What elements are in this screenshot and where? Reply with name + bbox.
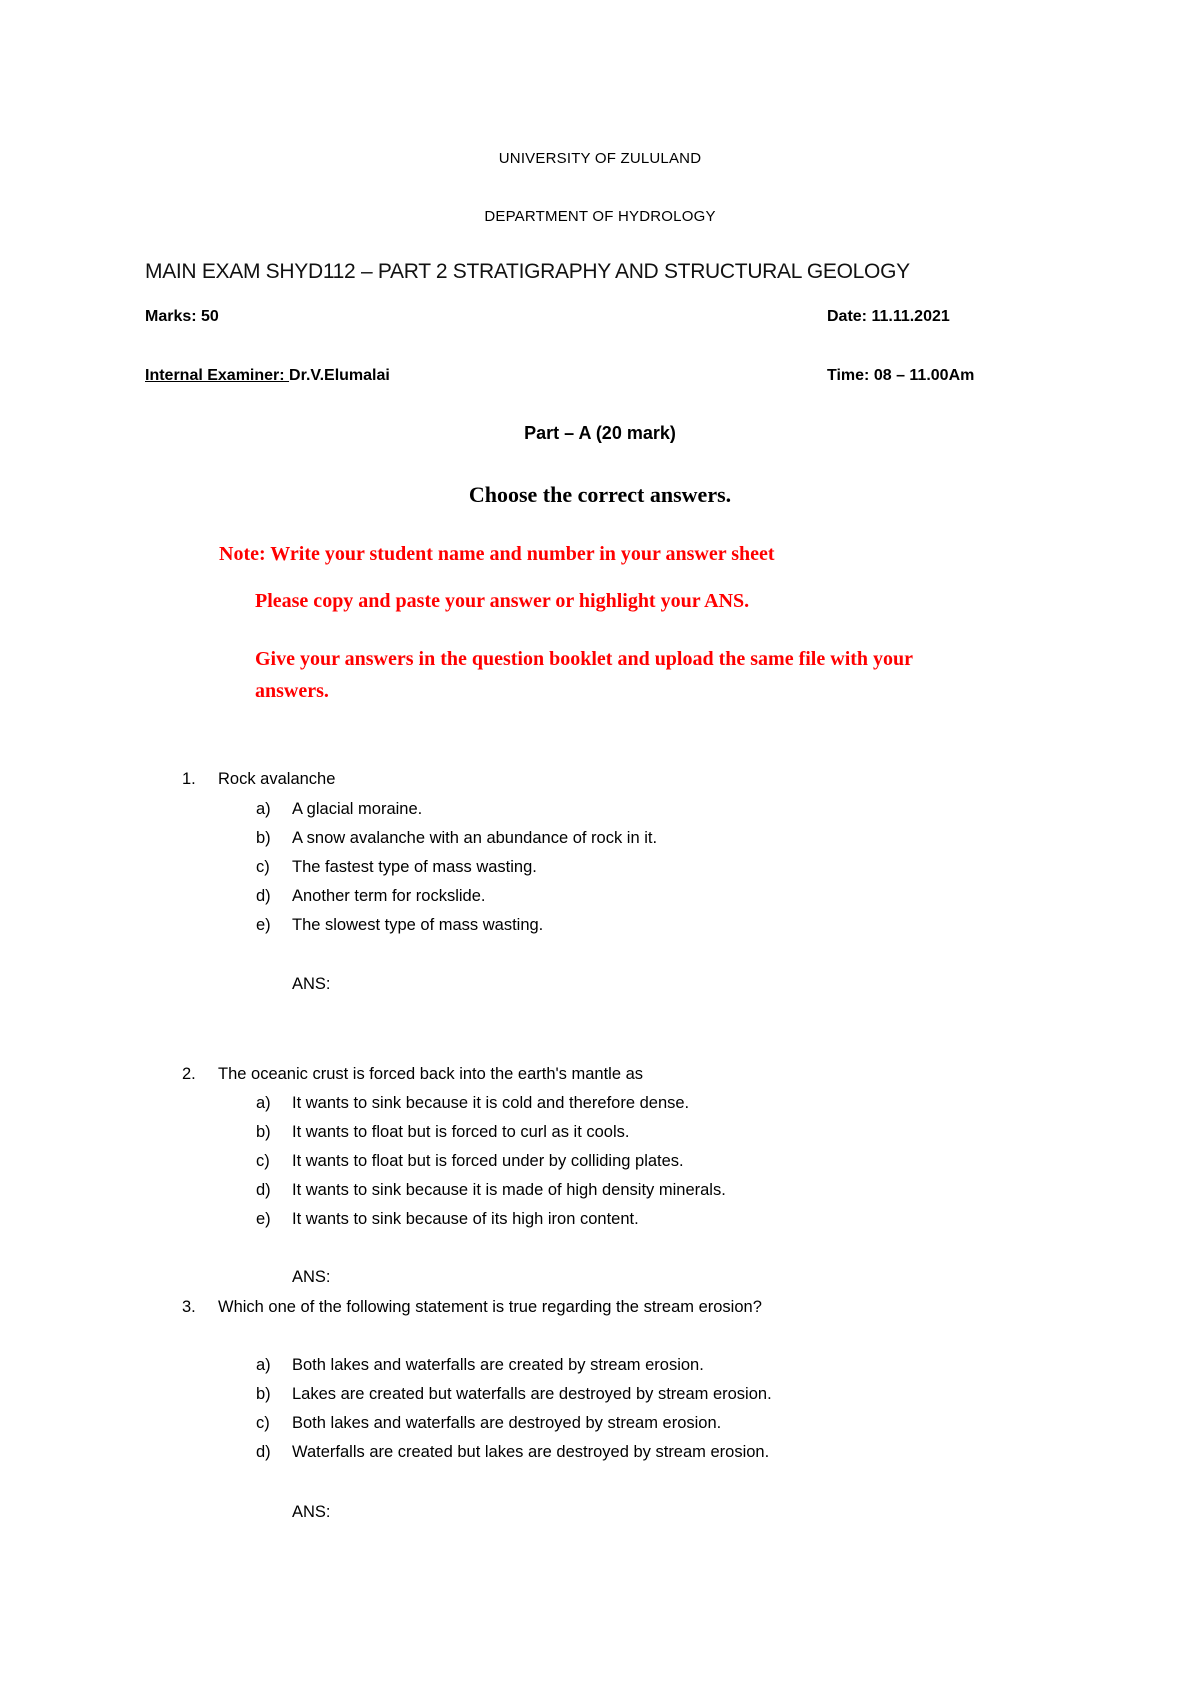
option-label: b): [256, 829, 271, 847]
option-label: c): [256, 858, 270, 876]
option-label: a): [256, 1094, 271, 1112]
answer-label[interactable]: ANS:: [292, 1503, 331, 1521]
exam-time: Time: 08 – 11.00Am: [827, 367, 975, 384]
option-text[interactable]: The slowest type of mass wasting.: [292, 916, 544, 934]
option-label: d): [256, 1443, 271, 1461]
internal-examiner: [145, 367, 390, 385]
option-label: c): [256, 1152, 270, 1170]
answer-label[interactable]: ANS:: [292, 975, 331, 993]
option-label: b): [256, 1123, 271, 1141]
option-label: b): [256, 1385, 271, 1403]
exam-date: Date: 11.11.2021: [827, 308, 950, 325]
option-text[interactable]: It wants to sink because it is made of high density minerals.: [292, 1181, 726, 1199]
option-text[interactable]: It wants to sink because it is cold and therefore dense.: [292, 1094, 690, 1112]
question-text: Which one of the following statement is true regarding the stream erosion?: [218, 1298, 762, 1316]
option-text[interactable]: It wants to float but is forced under by colliding plates.: [292, 1152, 684, 1170]
option-text[interactable]: It wants to sink because of its high iron content.: [292, 1210, 639, 1228]
instruction-heading: Choose the correct answers.: [468, 482, 732, 507]
question-text: Rock avalanche: [218, 770, 336, 788]
option-label: d): [256, 1181, 271, 1199]
question-number: 2.: [182, 1065, 196, 1083]
part-heading: Part – A (20 mark): [524, 423, 676, 443]
exam-title: MAIN EXAM SHYD112 – PART 2 STRATIGRAPHY AND STRUCTURAL GEOLOGY: [145, 260, 910, 283]
option-label: e): [256, 1210, 271, 1228]
option-text[interactable]: Both lakes and waterfalls are destroyed by stream erosion.: [292, 1414, 722, 1432]
question-text: The oceanic crust is forced back into the earth's mantle as: [218, 1065, 644, 1083]
option-text[interactable]: Waterfalls are created but lakes are destroyed by stream erosion.: [292, 1443, 770, 1461]
question-number: 3.: [182, 1298, 196, 1316]
examiner-label: Internal Examiner:: [145, 367, 290, 384]
marks: Marks: 50: [145, 308, 219, 325]
department-name: DEPARTMENT OF HYDROLOGY: [484, 208, 716, 225]
examiner-name: Dr.V.Elumalai: [289, 367, 390, 384]
option-label: a): [256, 800, 271, 818]
answer-label[interactable]: ANS:: [292, 1268, 331, 1286]
option-text[interactable]: The fastest type of mass wasting.: [292, 858, 537, 876]
option-text[interactable]: Both lakes and waterfalls are created by stream erosion.: [292, 1356, 704, 1374]
option-text[interactable]: A snow avalanche with an abundance of rock in it.: [292, 829, 658, 847]
university-name: UNIVERSITY OF ZULULAND: [498, 150, 702, 167]
option-label: e): [256, 916, 271, 934]
option-label: d): [256, 887, 271, 905]
option-text[interactable]: Lakes are created but waterfalls are destroyed by stream erosion.: [292, 1385, 772, 1403]
note-upload-line1: Give your answers in the question booklet and upload the same file with your: [255, 648, 914, 670]
option-text[interactable]: Another term for rockslide.: [292, 887, 486, 905]
note-student-details: Note: Write your student name and number in your answer sheet: [219, 543, 775, 565]
question-number: 1.: [182, 770, 196, 788]
note-copy-paste: Please copy and paste your answer or highlight your ANS.: [255, 590, 750, 612]
option-label: c): [256, 1414, 270, 1432]
option-text[interactable]: A glacial moraine.: [292, 800, 423, 818]
option-text[interactable]: It wants to float but is forced to curl as it cools.: [292, 1123, 630, 1141]
note-upload-line2: answers.: [255, 680, 329, 702]
option-label: a): [256, 1356, 271, 1374]
